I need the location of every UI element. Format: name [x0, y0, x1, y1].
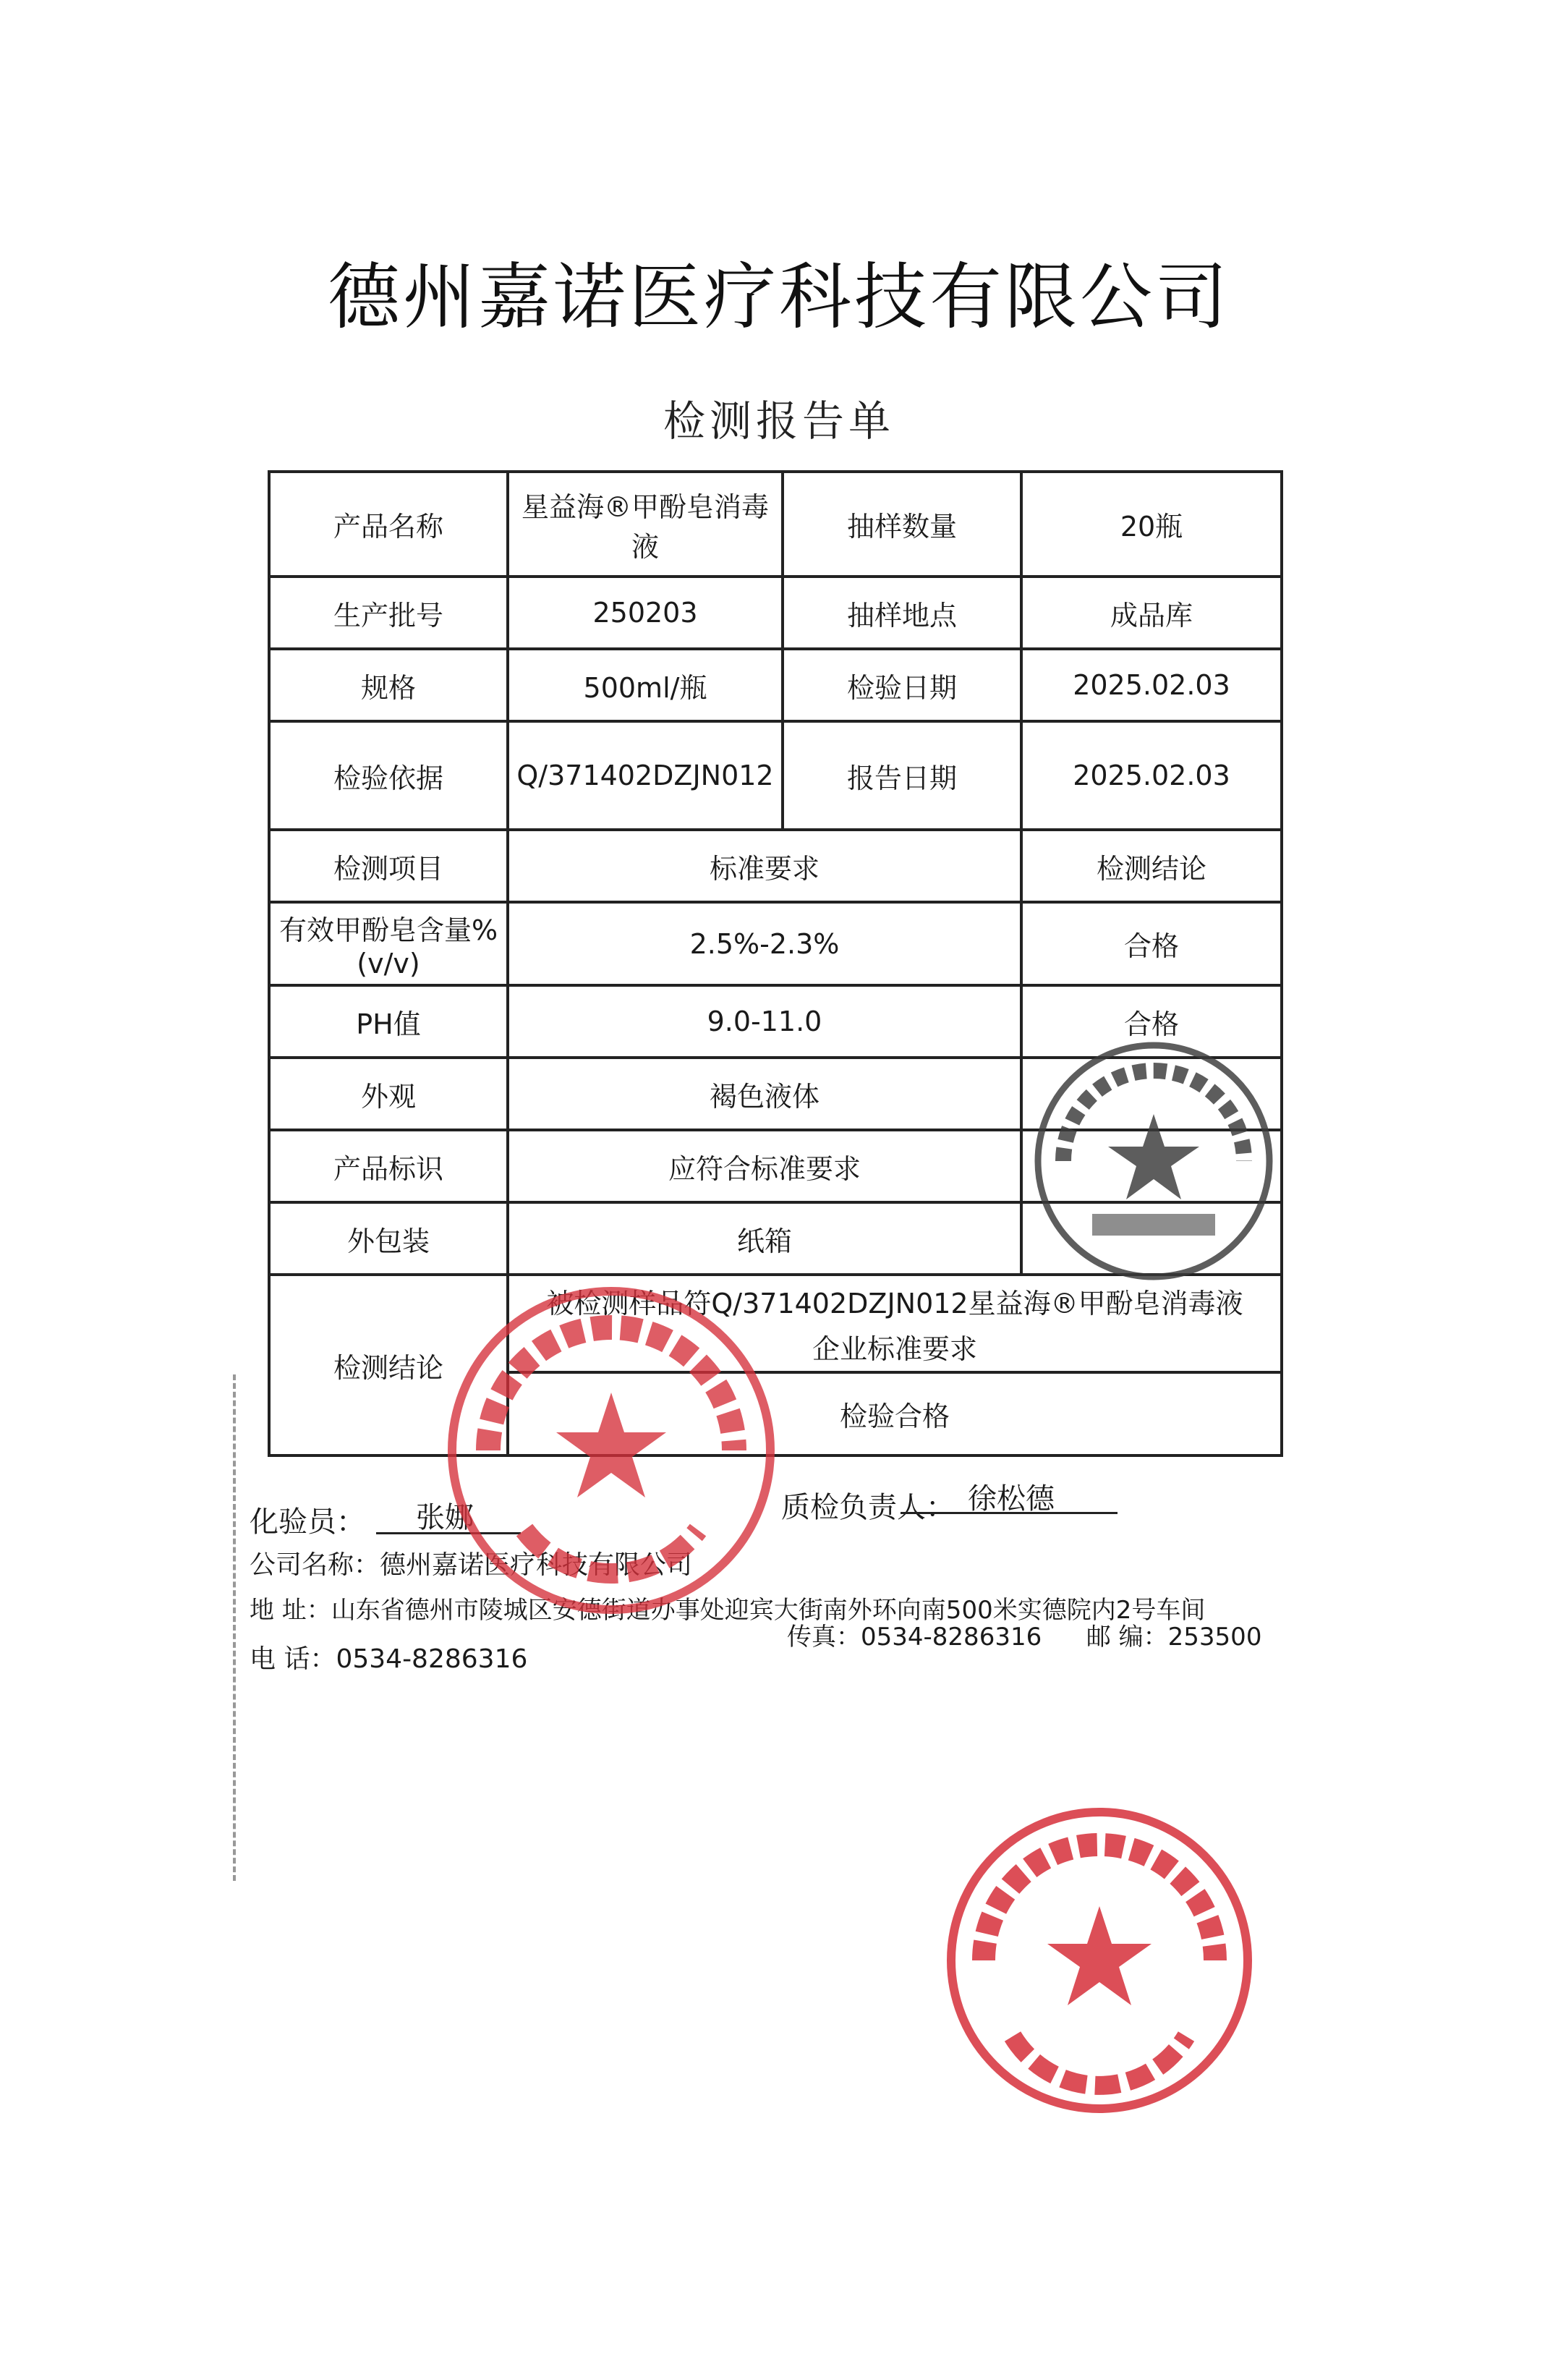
company-name: 德州嘉诺医疗科技有限公司 — [328, 255, 1230, 339]
fax-value: 0534-8286316 — [861, 1623, 1042, 1652]
test-item: 外观 — [269, 1058, 508, 1130]
postcode-label: 邮 编： — [1086, 1623, 1168, 1652]
qc-signature: 徐松德 — [968, 1482, 1055, 1516]
sample-place-value: 成品库 — [1021, 577, 1282, 649]
conclusion-result: 检验合格 — [508, 1372, 1282, 1455]
test-requirement: 褐色液体 — [508, 1058, 1021, 1130]
spec-label: 规格 — [269, 649, 508, 721]
batch-value: 250203 — [508, 577, 783, 649]
table-header-row — [269, 830, 1282, 902]
test-requirement: 应符合标准要求 — [508, 1130, 1021, 1202]
company-label: 公司名称： — [250, 1550, 380, 1580]
test-item: PH值 — [269, 985, 508, 1058]
basis-label: 检验依据 — [269, 721, 508, 830]
table-row — [269, 649, 1282, 721]
pharma-red-stamp — [933, 1794, 1266, 2127]
sample-qty-label: 抽样数量 — [783, 472, 1021, 577]
basis-value: Q/371402DZJN012 — [508, 721, 783, 830]
test-requirement: 2.5%-2.3% — [508, 902, 1021, 985]
contact-phone — [250, 1639, 527, 1675]
scan-edge-mark — [233, 1374, 239, 1881]
test-result: 合格 — [1021, 902, 1282, 985]
postcode-value: 253500 — [1167, 1623, 1262, 1652]
table-row — [269, 721, 1282, 830]
test-requirement: 9.0-11.0 — [508, 985, 1021, 1058]
product-name-value: 星益海®甲酚皂消毒液 — [508, 472, 783, 577]
qc-underline — [901, 1512, 1118, 1514]
test-item-header: 检测项目 — [269, 830, 508, 902]
address-value: 山东省德州市陵城区安德街道办事处迎宾大街南外环向南500米实德院内2号车间 — [331, 1596, 1206, 1625]
table-row — [269, 472, 1282, 577]
inspect-date-label: 检验日期 — [783, 649, 1021, 721]
test-result: 合格 — [1021, 985, 1282, 1058]
conclusion-label: 检测结论 — [269, 1275, 508, 1455]
contact-fax-post — [787, 1617, 1261, 1652]
table-row — [269, 577, 1282, 649]
batch-label: 生产批号 — [269, 577, 508, 649]
inspect-date-value: 2025.02.03 — [1021, 649, 1282, 721]
spec-value: 500ml/瓶 — [508, 649, 783, 721]
company-qc-stamp — [1020, 1027, 1287, 1295]
company-value: 德州嘉诺医疗科技有限公司 — [380, 1550, 693, 1580]
document-title: 检测报告单 — [663, 396, 895, 446]
sample-place-label: 抽样地点 — [783, 577, 1021, 649]
phone-label: 电 话： — [250, 1644, 336, 1674]
conclusion-statement-line2: 企业标准要求 — [812, 1333, 977, 1365]
test-requirement: 纸箱 — [508, 1202, 1021, 1275]
tester-signature: 张娜 — [416, 1501, 474, 1534]
fax-label: 传真： — [787, 1623, 861, 1652]
product-name-label: 产品名称 — [269, 472, 508, 577]
table-row — [269, 902, 1282, 985]
report-date-label: 报告日期 — [783, 721, 1021, 830]
test-item: 产品标识 — [269, 1130, 508, 1202]
conclusion-statement-line1: 被检测样品符Q/371402DZJN012星益海®甲酚皂消毒液 — [546, 1287, 1243, 1319]
tester-label: 化验员： — [250, 1505, 365, 1539]
test-item: 有效甲酚皂含量%(v/v) — [269, 902, 508, 985]
test-item: 外包装 — [269, 1202, 508, 1275]
qc-label: 质检负责人： — [781, 1491, 955, 1524]
report-date-value: 2025.02.03 — [1021, 721, 1282, 830]
address-label: 地 址： — [250, 1596, 331, 1625]
phone-value: 0534-8286316 — [336, 1644, 528, 1674]
partner-red-stamp — [430, 1270, 792, 1631]
test-result-header: 检测结论 — [1021, 830, 1282, 902]
test-requirement-header: 标准要求 — [508, 830, 1021, 902]
sample-qty-value: 20瓶 — [1021, 472, 1282, 577]
